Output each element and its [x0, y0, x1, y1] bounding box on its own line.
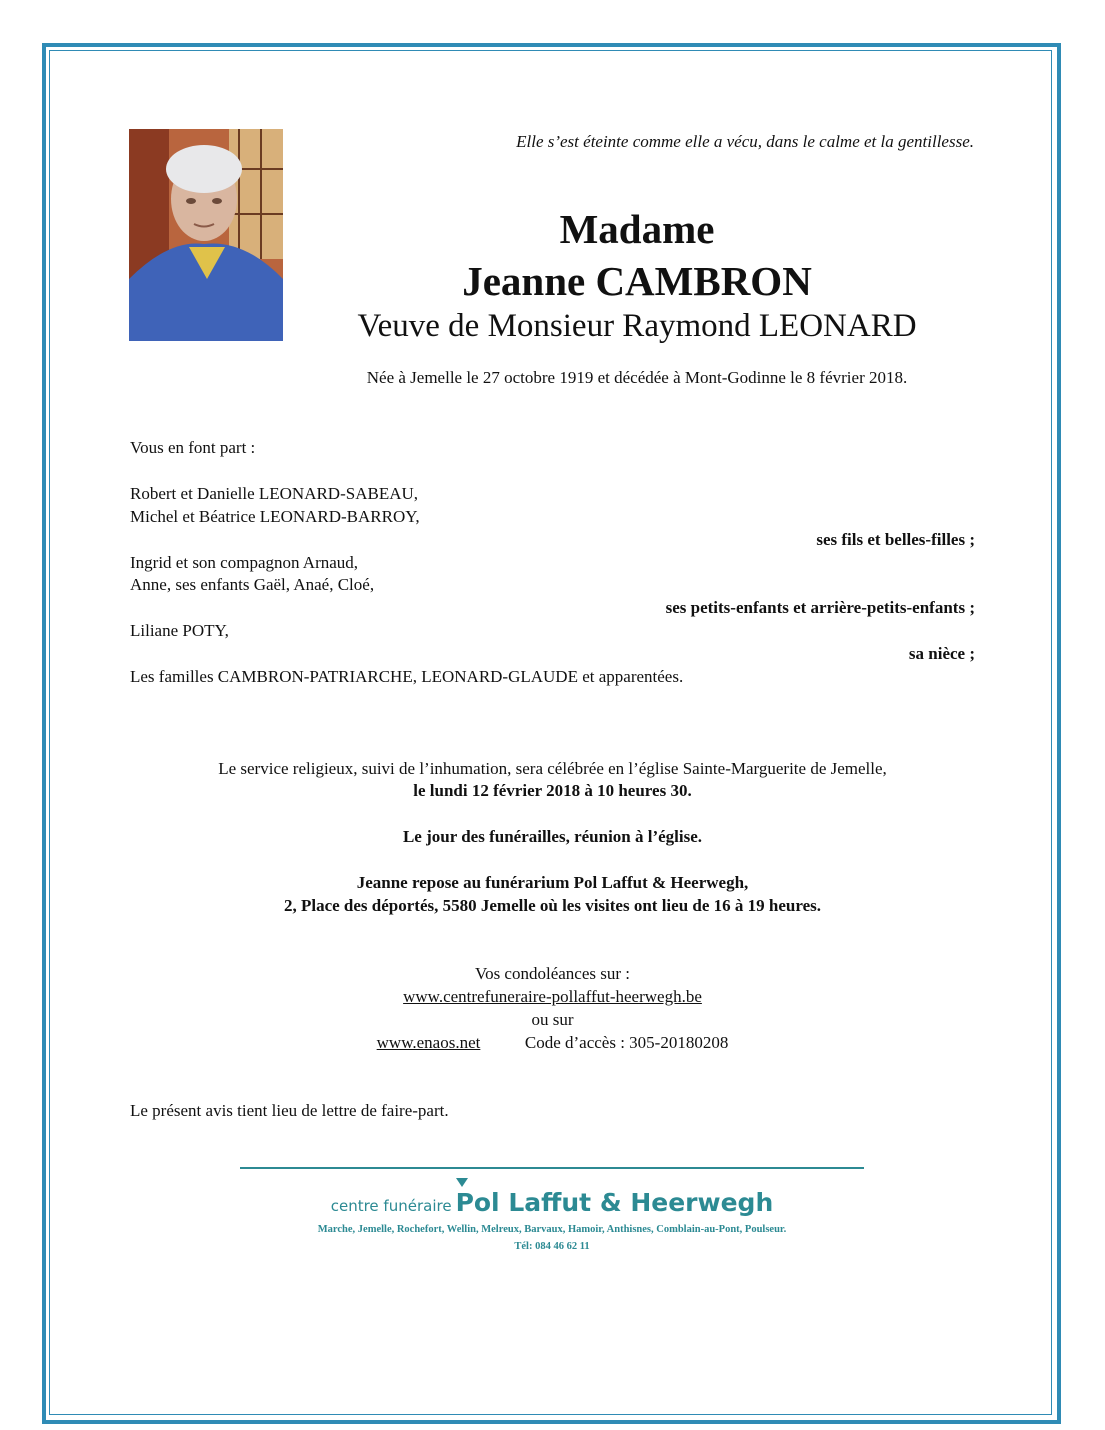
family-others: Les familles CAMBRON-PATRIARCHE, LEONARD-GLAUDE et apparentées. — [130, 667, 684, 686]
family-grand-1: Ingrid et son compagnon Arnaud, — [130, 553, 359, 572]
family-sons-label: ses fils et belles-filles ; — [816, 530, 975, 549]
family-sons-2: Michel et Béatrice LEONARD-BARROY, — [130, 507, 420, 526]
condolences-link-2[interactable]: www.enaos.net — [376, 1033, 481, 1052]
service-date: le lundi 12 février 2018 à 10 heures 30. — [413, 781, 692, 800]
family-niece-label: sa nièce ; — [908, 644, 975, 663]
funeral-home-logo — [240, 1174, 864, 1264]
condolences-intro: Vos condoléances sur : — [474, 964, 631, 983]
title-honorific: Madame — [559, 206, 715, 252]
logo-places: Marche, Jemelle, Rochefort, Wellin, Melreux, Barvaux, Hamoir, Anthisnes, Comblain-au-Pont, Poulseur. — [317, 1224, 787, 1235]
logo-rule — [240, 1167, 864, 1169]
service-meeting: Le jour des funérailles, réunion à l’église. — [402, 827, 703, 846]
condolences-link-1[interactable]: www.centrefuneraire-pollaffut-heerwegh.be — [403, 987, 702, 1006]
birth-death-dates: Née à Jemelle le 27 octobre 1919 et décédée à Mont-Godinne le 8 février 2018. — [366, 368, 908, 387]
service-line: Le service religieux, suivi de l’inhumation, sera célébrée en l’église Sainte-Marguerite de Jemelle, — [218, 759, 887, 778]
title-widow: Veuve de Monsieur Raymond LEONARD — [357, 308, 917, 344]
logo-phone: Tél: 084 46 62 11 — [514, 1241, 590, 1252]
family-niece: Liliane POTY, — [130, 621, 229, 640]
title-name: Jeanne CAMBRON — [462, 258, 812, 304]
family-sons-1: Robert et Danielle LEONARD-SABEAU, — [130, 484, 419, 503]
announce-intro: Vous en font part : — [130, 438, 256, 457]
condolences-or: ou sur — [531, 1010, 574, 1029]
family-grand-label: ses petits-enfants et arrière-petits-enfants ; — [665, 598, 975, 617]
notice-text: Le présent avis tient lieu de lettre de faire-part. — [130, 1101, 449, 1120]
epigraph: Elle s’est éteinte comme elle a vécu, dans le calme et la gentillesse. — [516, 132, 974, 151]
family-grand-2: Anne, ses enfants Gaël, Anaé, Cloé, — [130, 575, 375, 594]
repose-line-1: Jeanne repose au funérarium Pol Laffut & Heerwegh, — [356, 873, 749, 892]
portrait-photo — [129, 129, 283, 341]
repose-line-2: 2, Place des déportés, 5580 Jemelle où les visites ont lieu de 16 à 19 heures. — [283, 896, 822, 915]
triangle-icon — [456, 1178, 468, 1187]
logo-brand: Pol Laffut & Heerwegh — [455, 1188, 774, 1217]
access-code: Code d’accès : 305-20180208 — [524, 1033, 729, 1052]
logo-small-text: centre funéraire — [330, 1197, 452, 1215]
